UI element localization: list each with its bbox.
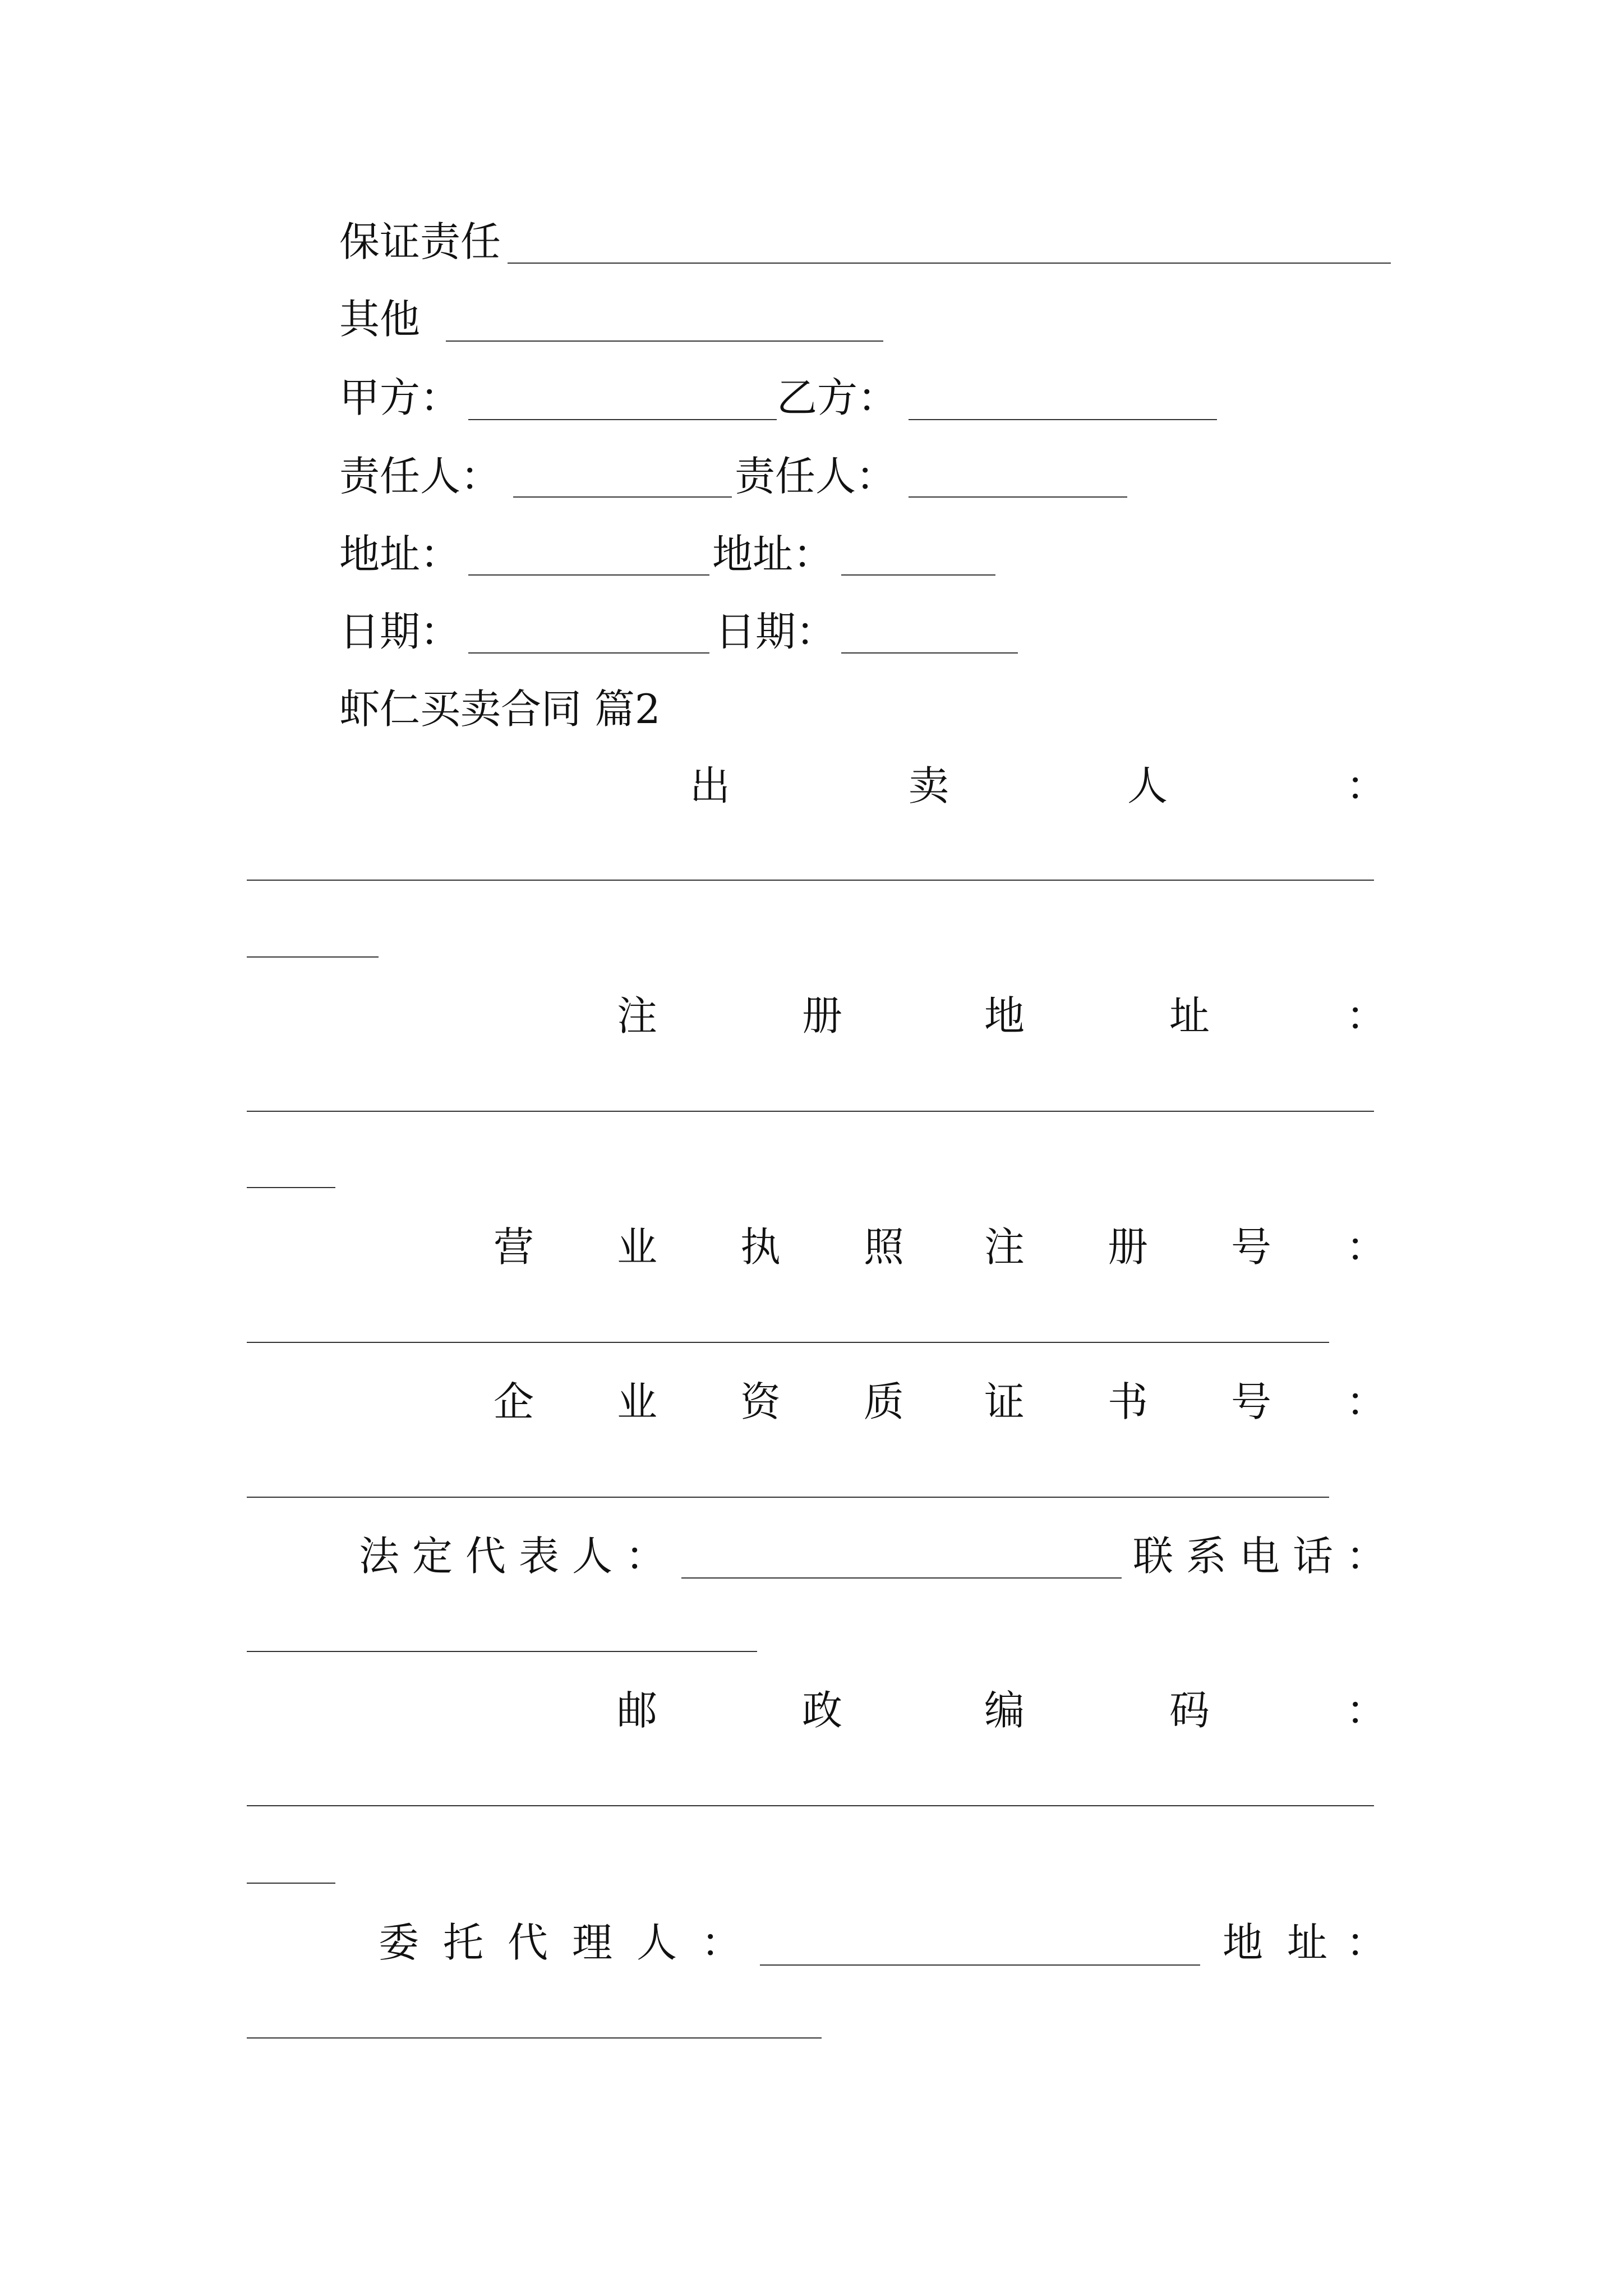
postcode-blank[interactable] [247, 1805, 1374, 1806]
license-no-char: 注 [984, 1223, 1025, 1271]
party-a-blank[interactable] [468, 419, 777, 420]
addr-b-blank[interactable] [841, 574, 995, 576]
legal-rep-char: 代 [465, 1533, 506, 1580]
postcode-blank-cont[interactable] [247, 1883, 335, 1884]
postcode-colon: ： [1346, 1687, 1387, 1734]
other-label: 其他 [339, 296, 421, 343]
seller-char: 出 [690, 762, 731, 809]
party-b-label: 乙方： [777, 374, 898, 421]
other-blank[interactable] [446, 341, 883, 342]
party-b-blank[interactable] [909, 419, 1217, 420]
qualification-no-blank[interactable] [247, 1497, 1329, 1498]
qualification-no-char: 资 [740, 1378, 781, 1425]
resp-b-blank[interactable] [909, 496, 1127, 498]
party-a-label: 甲方： [339, 374, 461, 421]
qualification-no-char: 业 [617, 1378, 658, 1425]
date-b-blank[interactable] [841, 652, 1018, 654]
seller-blank[interactable] [247, 880, 1374, 881]
phone-colon: ： [1346, 1533, 1387, 1580]
license-no-colon: ： [1346, 1223, 1387, 1271]
license-no-char: 营 [494, 1223, 534, 1271]
agent-char: 人 [637, 1919, 677, 1966]
addr-a-label: 地址： [339, 531, 461, 578]
legal-rep-char: 表 [519, 1533, 560, 1580]
seller-char: 人 [1127, 762, 1168, 809]
license-no-char: 号 [1231, 1223, 1272, 1271]
agent-char: 托 [443, 1919, 484, 1966]
agent-char: 委 [379, 1919, 419, 1966]
legal-rep-char: 法 [359, 1533, 400, 1580]
reg-address-char: 址 [1169, 992, 1210, 1039]
agent-address-blank[interactable] [247, 2037, 822, 2039]
resp-a-label: 责任人： [339, 453, 501, 500]
qualification-no-char: 号 [1231, 1378, 1272, 1425]
date-a-label: 日期： [339, 608, 461, 655]
license-no-char: 照 [864, 1223, 905, 1271]
postcode-char: 编 [984, 1687, 1025, 1734]
phone-char: 电 [1239, 1533, 1280, 1580]
license-no-blank[interactable] [247, 1342, 1329, 1343]
reg-address-char: 地 [984, 992, 1025, 1039]
reg-address-blank[interactable] [247, 1111, 1374, 1112]
agent-address-colon: ： [1346, 1919, 1387, 1966]
phone-char: 系 [1186, 1533, 1227, 1580]
section-title: 虾仁买卖合同 篇2 [339, 685, 661, 733]
addr-b-label: 地址： [712, 531, 834, 578]
guarantee-label: 保证责任 [339, 218, 501, 265]
license-no-char: 业 [617, 1223, 658, 1271]
addr-a-blank[interactable] [468, 574, 709, 576]
date-b-label: 日期： [715, 608, 837, 655]
reg-address-colon: ： [1346, 992, 1387, 1039]
date-a-blank[interactable] [468, 652, 709, 654]
seller-blank-cont[interactable] [247, 956, 379, 958]
license-no-char: 册 [1108, 1223, 1149, 1271]
license-no-char: 执 [740, 1223, 781, 1271]
legal-rep-char: 定 [412, 1533, 453, 1580]
seller-colon: ： [1346, 762, 1387, 809]
reg-address-blank-cont[interactable] [247, 1187, 335, 1188]
qualification-no-char: 质 [864, 1378, 905, 1425]
postcode-char: 政 [802, 1687, 843, 1734]
agent-char: ： [701, 1919, 742, 1966]
agent-blank[interactable] [760, 1964, 1200, 1966]
guarantee-blank[interactable] [508, 263, 1391, 264]
phone-blank[interactable] [247, 1651, 757, 1652]
agent-char: 理 [572, 1919, 613, 1966]
reg-address-char: 册 [802, 992, 843, 1039]
postcode-char: 邮 [617, 1687, 658, 1734]
resp-b-label: 责任人： [735, 453, 897, 500]
legal-rep-char: ： [625, 1533, 666, 1580]
phone-char: 话 [1293, 1533, 1334, 1580]
agent-address-char: 址 [1287, 1919, 1328, 1966]
reg-address-char: 注 [617, 992, 658, 1039]
seller-char: 卖 [909, 762, 949, 809]
qualification-no-colon: ： [1346, 1378, 1387, 1425]
phone-char: 联 [1133, 1533, 1174, 1580]
postcode-char: 码 [1169, 1687, 1210, 1734]
qualification-no-char: 证 [984, 1378, 1025, 1425]
qualification-no-char: 企 [494, 1378, 534, 1425]
resp-a-blank[interactable] [513, 496, 732, 498]
qualification-no-char: 书 [1108, 1378, 1149, 1425]
legal-rep-blank[interactable] [681, 1577, 1122, 1579]
agent-address-char: 地 [1223, 1919, 1264, 1966]
agent-char: 代 [508, 1919, 548, 1966]
legal-rep-char: 人 [572, 1533, 613, 1580]
